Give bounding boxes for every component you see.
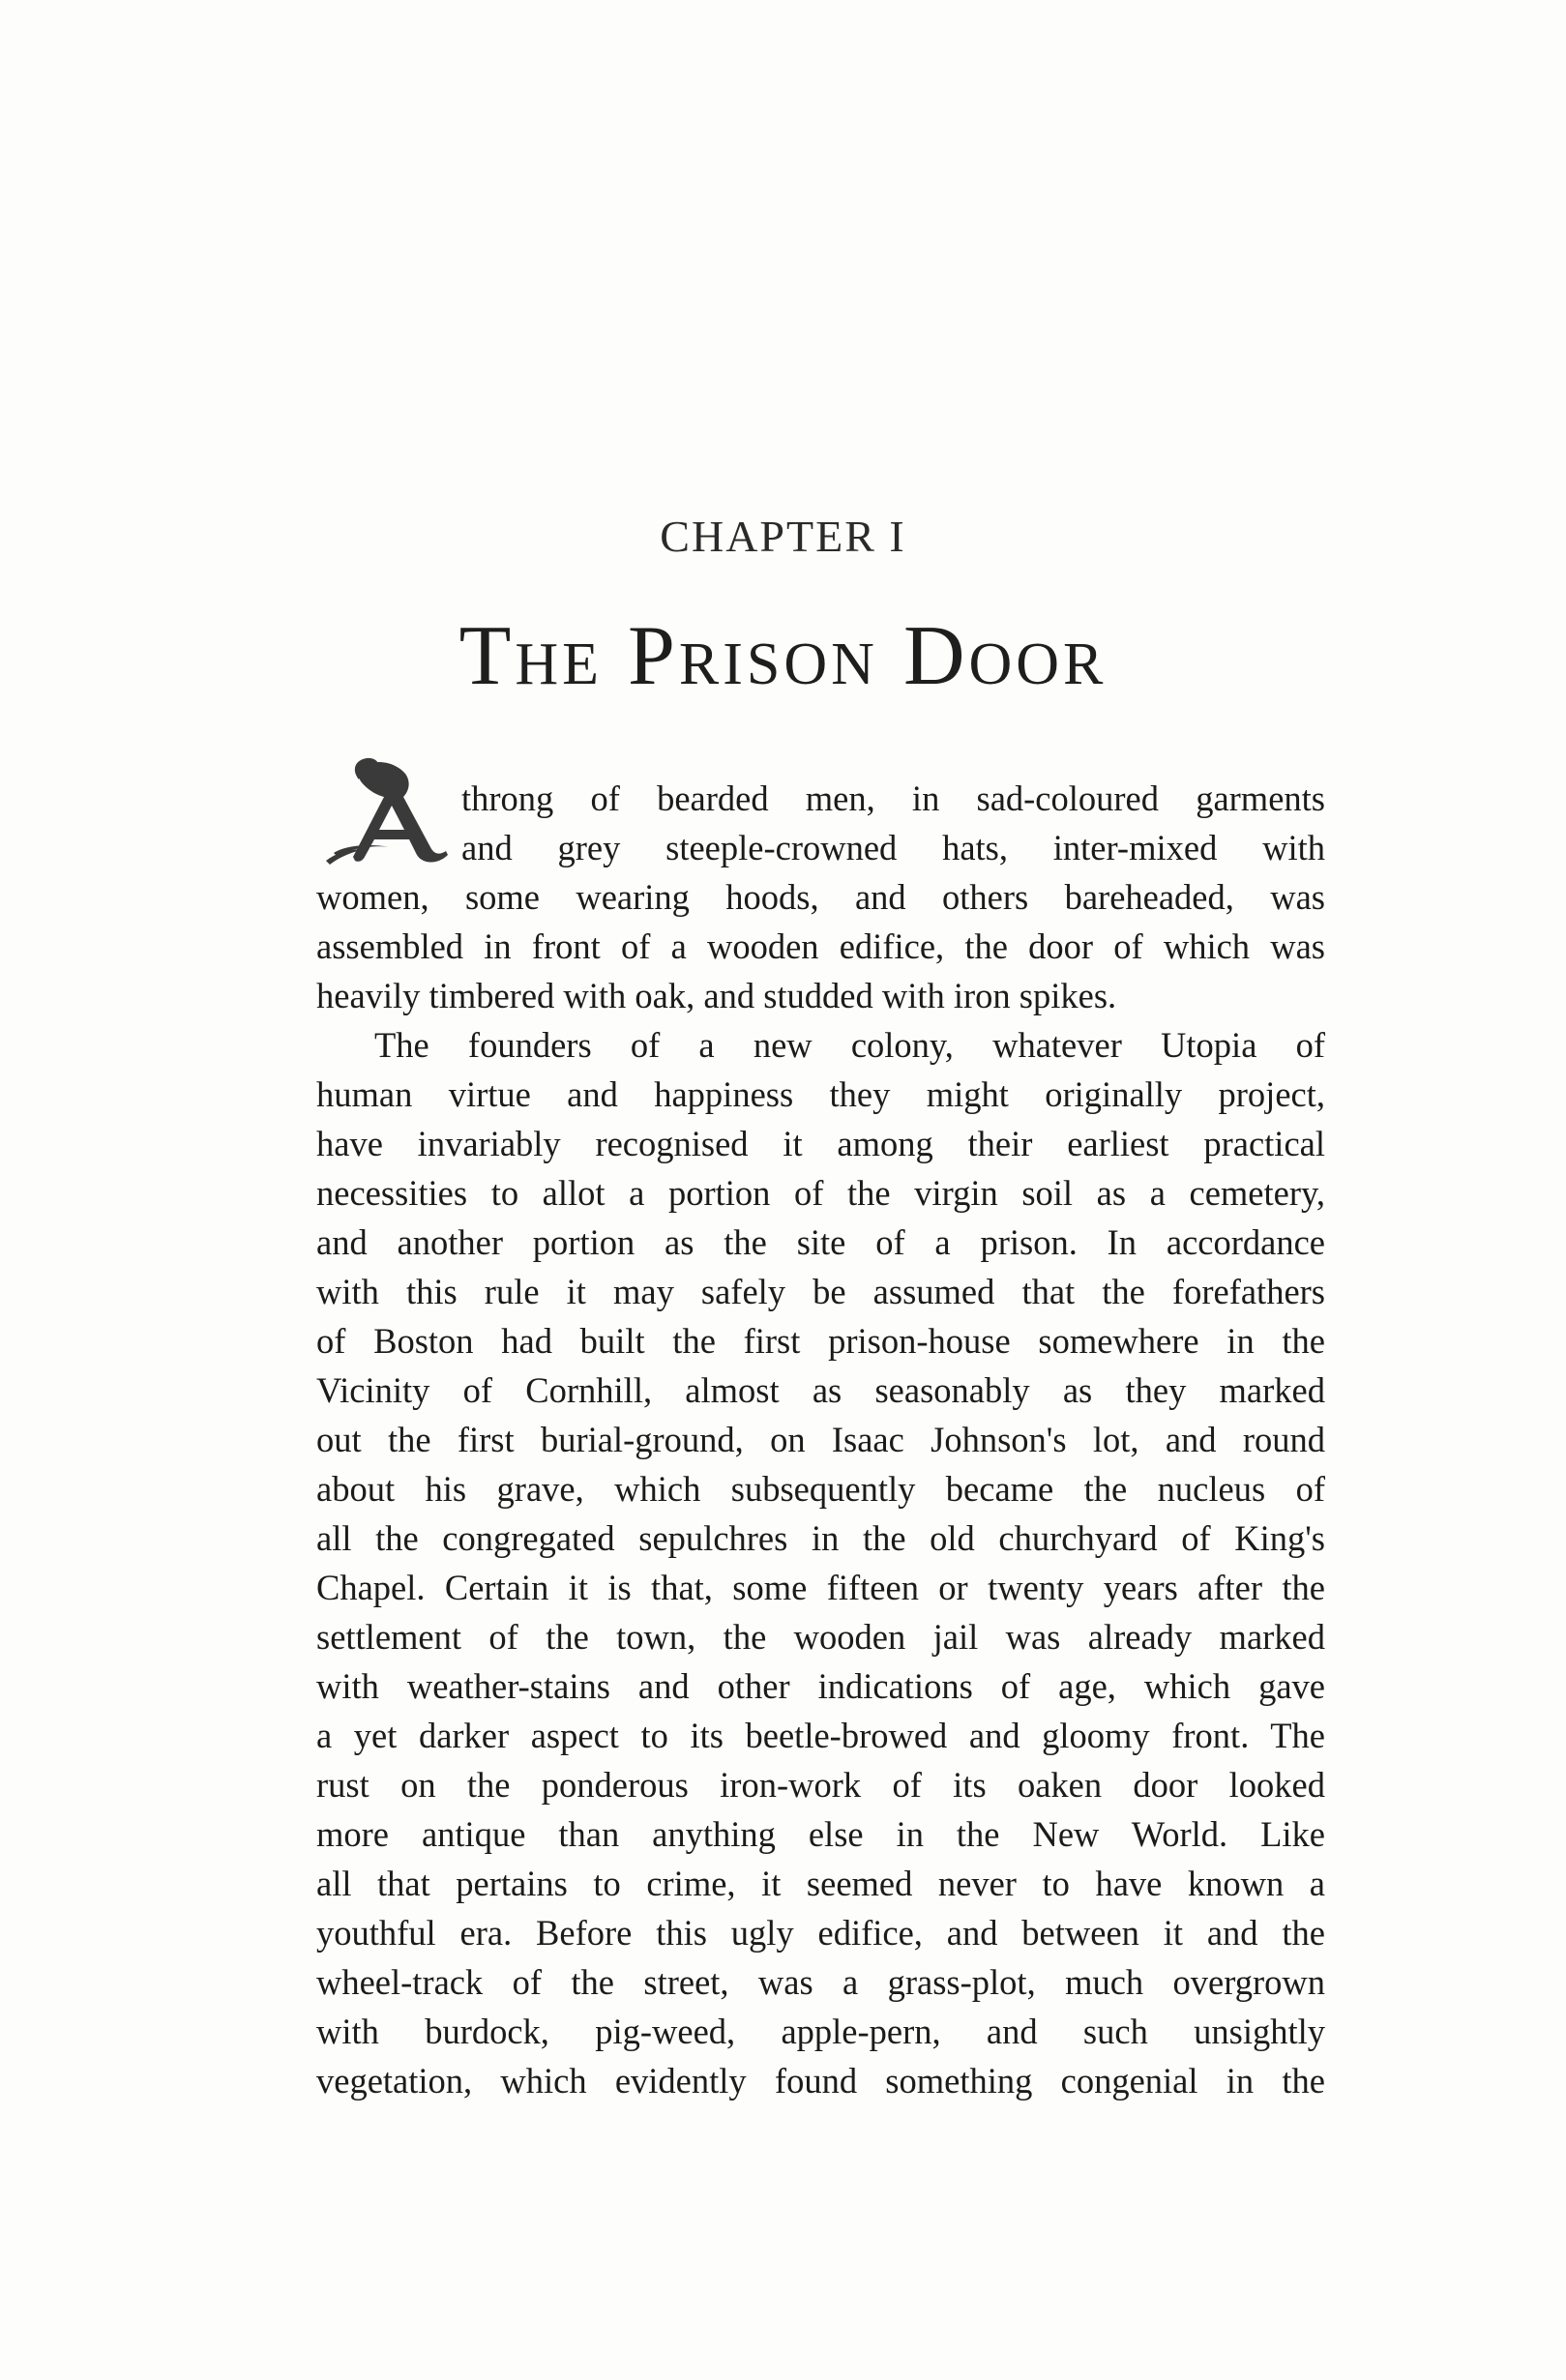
text-line: settlement of the town, the wooden jail was already marked (316, 1617, 1325, 1657)
text-line: vegetation, which evidently found something congenial in the (316, 2061, 1325, 2101)
text-line: with burdock, pig-weed, apple-pern, and such unsightly (316, 2012, 1325, 2051)
text-line: with this rule it may safely be assumed that the forefathers (316, 1272, 1325, 1311)
dropcap-ornament (316, 752, 461, 868)
text-line: necessities to allot a portion of the virgin soil as a cemetery, (316, 1173, 1325, 1213)
text-line: and grey steeple-crowned hats, inter-mixed with (461, 828, 1325, 867)
text-line: youthful era. Before this ugly edifice, and between it and the (316, 1913, 1325, 1953)
paragraph-1 (316, 774, 1325, 1020)
text-line: rust on the ponderous iron-work of its oaken door looked (316, 1765, 1325, 1805)
paragraph-2 (316, 1020, 1325, 2105)
text-line: wheel-track of the street, was a grass-plot, much overgrown (316, 1962, 1325, 2002)
chapter-label: CHAPTER I (660, 512, 906, 561)
text-line: about his grave, which subsequently became the nucleus of (316, 1469, 1325, 1509)
text-line: Chapel. Certain it is that, some fifteen or twenty years after the (316, 1568, 1325, 1607)
chapter-body (316, 774, 1325, 2105)
text-line: assembled in front of a wooden edifice, the door of which was (316, 926, 1325, 966)
text-line: The founders of a new colony, whatever Utopia of (374, 1025, 1325, 1065)
text-line: of Boston had built the first prison-house somewhere in the (316, 1321, 1325, 1361)
text-line: and another portion as the site of a prison. In accordance (316, 1222, 1325, 1262)
chapter-title: The Prison Door (458, 609, 1108, 703)
text-line: more antique than anything else in the New World. Like (316, 1814, 1325, 1854)
text-line: all the congregated sepulchres in the old churchyard of King's (316, 1518, 1325, 1558)
text-line: heavily timbered with oak, and studded with iron spikes. (316, 976, 1117, 1015)
text-line: women, some wearing hoods, and others bareheaded, was (316, 877, 1325, 917)
text-line: have invariably recognised it among their earliest practical (316, 1124, 1325, 1163)
text-line: out the first burial-ground, on Isaac Johnson's lot, and round (316, 1420, 1325, 1459)
text-line: human virtue and happiness they might originally project, (316, 1074, 1325, 1114)
text-line: Vicinity of Cornhill, almost as seasonably as they marked (316, 1370, 1325, 1410)
text-line: throng of bearded men, in sad-coloured garments (461, 779, 1325, 818)
text-line: with weather-stains and other indications of age, which gave (316, 1666, 1325, 1706)
text-line: a yet darker aspect to its beetle-browed and gloomy front. The (316, 1716, 1325, 1755)
text-line: all that pertains to crime, it seemed never to have known a (316, 1864, 1325, 1903)
